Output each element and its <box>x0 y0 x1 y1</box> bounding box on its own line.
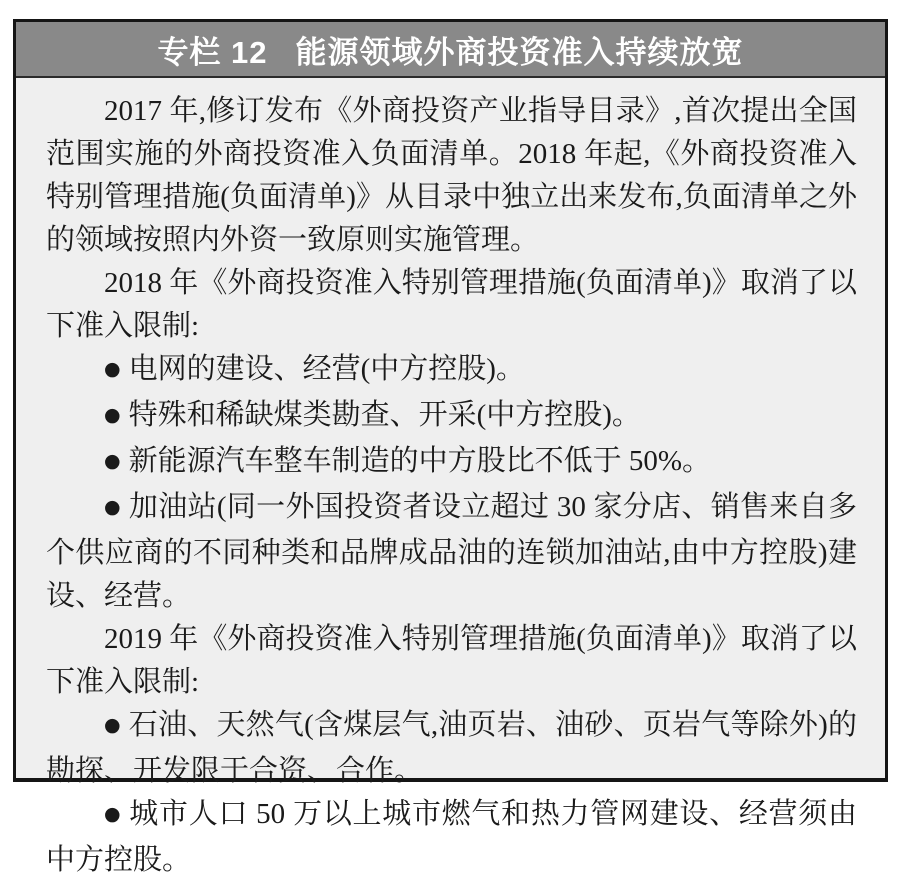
bullet-icon: ● <box>104 404 121 426</box>
para-2019-list-intro <box>46 618 857 704</box>
paragraph-text: 2019 年《外商投资准入特别管理措施(负面清单)》取消了以下准入限制: <box>46 623 857 698</box>
para-2017-intro <box>46 90 857 262</box>
paragraph-text: 2018 年《外商投资准入特别管理措施(负面清单)》取消了以下准入限制: <box>46 267 857 342</box>
bullet-item-nev-manufacturing <box>46 440 857 486</box>
bullet-item-gas-station <box>46 486 857 618</box>
paragraph-text: 加油站(同一外国投资者设立超过 30 家分店、销售来自多个供应商的不同种类和品牌成品油的连锁加油站,由中方控股)建设、经营。 <box>46 491 857 612</box>
paragraph-text: 城市人口 50 万以上城市燃气和热力管网建设、经营须由中方控股。 <box>46 798 857 876</box>
paragraph-text: 电网的建设、经营(中方控股)。 <box>128 353 525 385</box>
column-label: 专栏 12 <box>157 34 268 70</box>
bullet-item-oil-gas-exploration <box>46 704 857 793</box>
bullet-icon: ● <box>104 450 121 472</box>
bullet-item-city-pipeline <box>46 793 857 882</box>
bullet-item-coal-mining <box>46 394 857 440</box>
bullet-icon: ● <box>104 358 121 380</box>
paragraph-text: 2017 年,修订发布《外商投资产业指导目录》,首次提出全国范围实施的外商投资准入负面清单。2018 年起,《外商投资准入特别管理措施(负面清单)》从目录中独立出来发布,负面清单之外的领域按照内外资一致原则实施管理。 <box>46 95 857 256</box>
column-header <box>16 22 885 78</box>
column-body <box>16 78 885 882</box>
paragraph-text: 特殊和稀缺煤类勘查、开采(中方控股)。 <box>128 399 641 431</box>
column-box <box>13 19 888 876</box>
bullet-icon: ● <box>104 714 121 736</box>
bullet-icon: ● <box>104 496 121 518</box>
bullet-item-power-grid <box>46 348 857 394</box>
paragraph-text: 新能源汽车整车制造的中方股比不低于 50%。 <box>128 445 712 477</box>
bullet-icon: ● <box>104 803 121 825</box>
paragraph-text: 石油、天然气(含煤层气,油页岩、油砂、页岩气等除外)的勘探、开发限于合资、合作。 <box>46 709 857 787</box>
para-2018-list-intro <box>46 262 857 348</box>
column-title: 能源领域外商投资准入持续放宽 <box>295 34 744 70</box>
